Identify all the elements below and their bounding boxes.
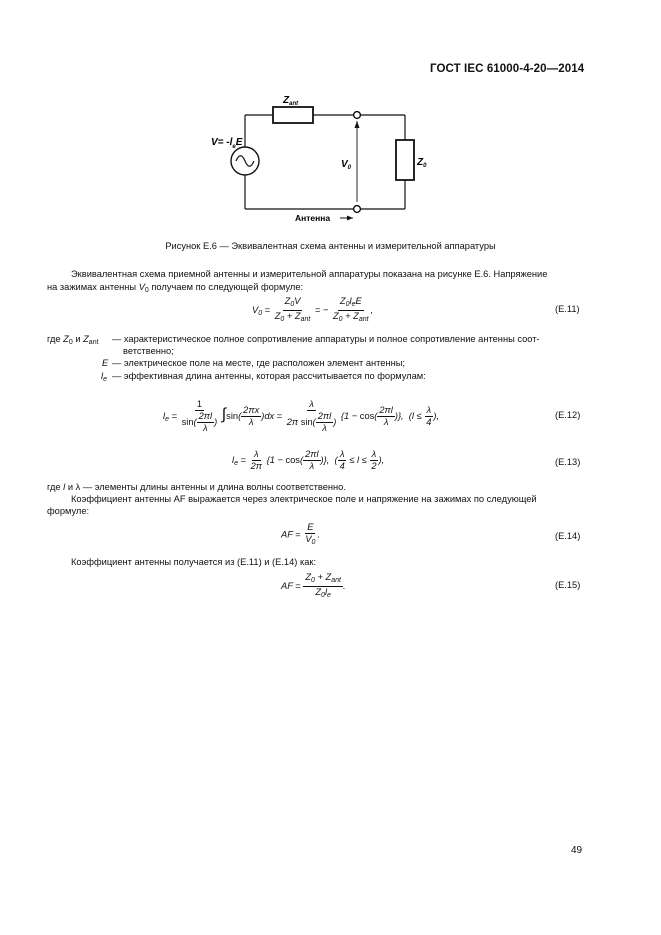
paragraph-1-line-1: Эквивалентная схема приемной антенны и измерительной аппаратуры показана на рисунке Е.6. Напряжение [71,269,548,279]
where-item-z0-zant: где $Z_0$ и $Z_{ant}$ [47,334,99,346]
where-desc-le: — эффективная длина антенны, которая рассчитывается по формулам: [112,371,426,381]
equation-number-e13: (Е.13) [555,457,581,467]
where-term-e: E [102,358,109,368]
equation-number-e11: (Е.11) [555,304,580,314]
figure-caption: Рисунок Е.6 — Эквивалентная схема антенны и измерительной аппаратуры [165,241,496,251]
equation-number-e15: (Е.15) [555,580,581,590]
where-term-le: $l_e$ [101,371,107,383]
equation-e15: AF = $\frac{Z_0 + Z_{ant}}{Z_0l_e}$ . [281,572,346,599]
page-number: 49 [571,845,583,856]
z-ant-label: $Z_{ant}$ [283,95,299,107]
where-desc-e: — электрическое поле на месте, где расположен элемент антенны; [112,358,406,368]
equation-e14: AF = $\frac{E}{V_0}$ . [281,522,321,546]
equation-e12: $l_e$ = 1 sin( $\frac{2\pi l}{\lambda}$ ) ∫sin( $\frac{2\pi x}{\lambda}$ )dx = λ 2π sin( $\frac{2\pi l}{\lambda}$ ) {1 − cos( $\frac{2\pi l}{\lambda}$ )}, (l ≤ $\frac{\lambda}{4}$ ), [163,399,440,433]
v0-label: $V_0$ [341,159,352,171]
paragraph-2-line-2: формуле: [47,506,90,516]
paragraph-3: Коэффициент антенны получается из (Е.11) и (Е.14) как: [71,557,317,567]
terminal-top [354,112,361,119]
v-source-label: $V= -l_eE$ [211,137,243,150]
antenna-label: Антенна [295,213,331,223]
document-id: ГОСТ IEC 61000-4-20—2014 [430,63,585,75]
resistor-z-ant [273,107,313,123]
where-item-l-lambda: где l и λ — элементы длины антенны и длина волны соответственно. [47,482,346,492]
equation-e13: $l_e$ = $\frac{\lambda}{2\pi}$ {1 − cos( $\frac{2\pi l}{\lambda}$ )}, ( $\frac{\lambda}{4}$ ≤ l ≤ $\frac{\lambda}{2}$ ), [232,449,385,471]
resistor-z0 [396,140,414,180]
equation-number-e12: (Е.12) [555,410,581,420]
equation-e11: $V_0$ = $\frac{Z_0V}{Z_0 + Z_{ant}}$ = − $\frac{Z_0l_eE}{Z_0 + Z_{ant}}$ , [252,296,374,323]
paragraph-2-line-1: Коэффициент антенны AF выражается через электрическое поле и напряжение на зажимах по следующей [71,494,537,504]
z0-label: $Z_0$ [417,157,427,169]
antenna-arrow-head [347,216,353,221]
paragraph-1-line-2: на зажимах антенны $V_0$ получаем по следующей формуле: [47,282,304,294]
equation-number-e14: (Е.14) [555,531,581,541]
v0-arrow-head [355,121,360,128]
terminal-bottom [354,206,361,213]
where-item-z0-zant-desc-l2: ветственно; [123,346,174,356]
where-item-z0-zant-desc-l1: — характеристическое полное сопротивление аппаратуры и полное сопротивление антенны соот- [112,334,540,344]
equivalent-circuit-diagram [195,85,435,230]
